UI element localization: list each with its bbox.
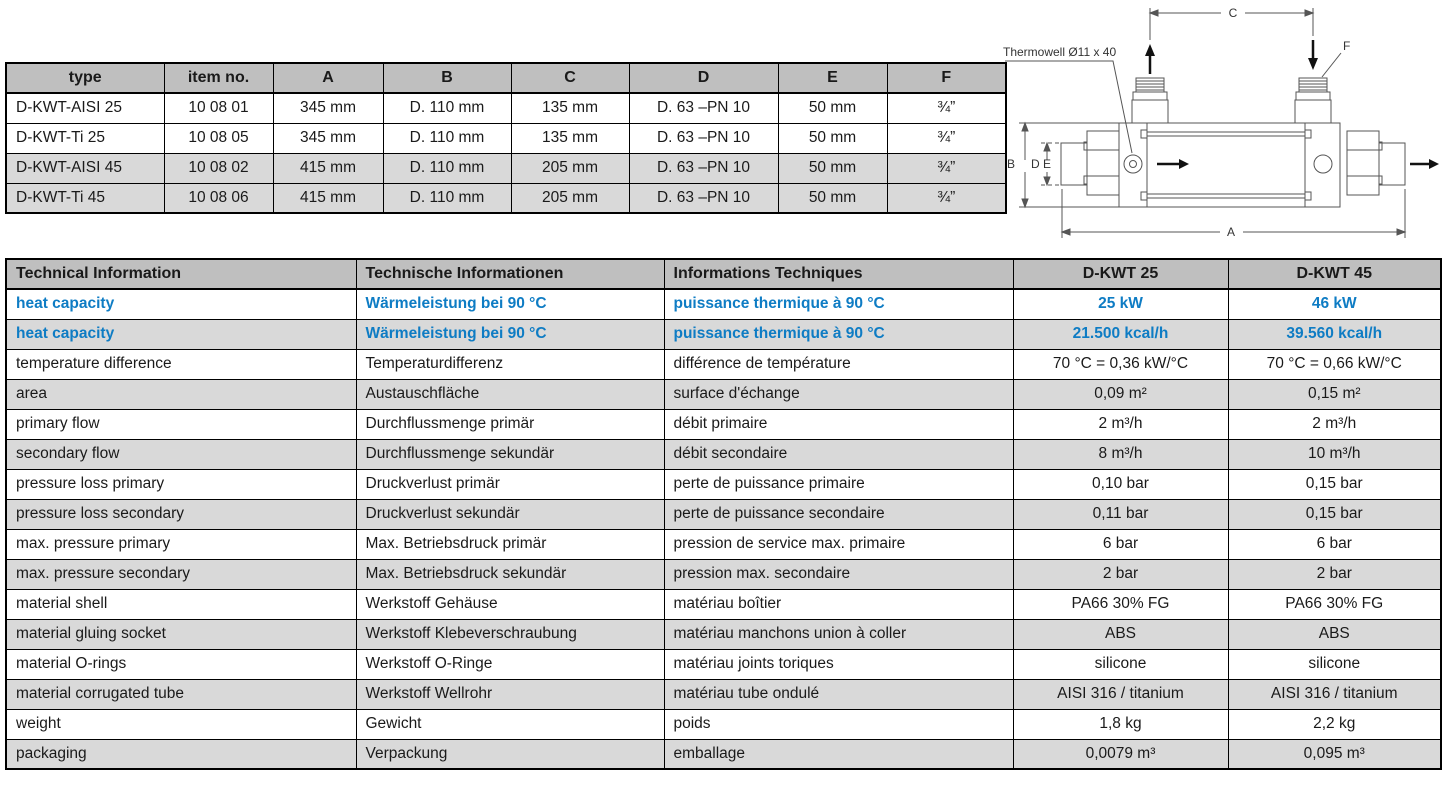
table-cell: puissance thermique à 90 °C	[664, 319, 1013, 349]
table-cell: Temperaturdifferenz	[356, 349, 664, 379]
table-row	[6, 183, 1006, 213]
table-cell: 50 mm	[778, 93, 887, 123]
table-cell: 0,11 bar	[1013, 499, 1228, 529]
table-row	[6, 349, 1441, 379]
table-cell: 415 mm	[273, 153, 383, 183]
tie-rod-bolt	[1305, 192, 1311, 200]
flow-arrowhead-down	[1308, 58, 1318, 70]
table-cell: Werkstoff Gehäuse	[356, 589, 664, 619]
table-cell: 21.500 kcal/h	[1013, 319, 1228, 349]
dimensions-table-header	[6, 63, 1006, 93]
table-cell: max. pressure primary	[6, 529, 356, 559]
table-cell: Durchflussmenge primär	[356, 409, 664, 439]
table-cell: 50 mm	[778, 123, 887, 153]
table-cell: 0,15 bar	[1228, 499, 1441, 529]
table-cell: ¾”	[887, 183, 1006, 213]
table-cell: Gewicht	[356, 709, 664, 739]
table-cell: 10 08 02	[164, 153, 273, 183]
table-cell: 0,09 m²	[1013, 379, 1228, 409]
table-cell: Durchflussmenge sekundär	[356, 439, 664, 469]
table-cell: Max. Betriebsdruck primär	[356, 529, 664, 559]
table-cell: 8 m³/h	[1013, 439, 1228, 469]
thread-hatching	[1136, 81, 1164, 90]
table-cell: 25 kW	[1013, 289, 1228, 319]
table-cell: D-KWT-Ti 25	[6, 123, 164, 153]
table-cell: débit secondaire	[664, 439, 1013, 469]
table-cell: D. 110 mm	[383, 153, 511, 183]
table-cell: Austauschfläche	[356, 379, 664, 409]
table-row	[6, 439, 1441, 469]
table-cell: poids	[664, 709, 1013, 739]
column-header-technical-information: Technical Information	[6, 259, 356, 289]
column-header-technische-informationen: Technische Informationen	[356, 259, 664, 289]
table-cell: D. 110 mm	[383, 123, 511, 153]
table-cell: Werkstoff Wellrohr	[356, 679, 664, 709]
table-cell: ABS	[1013, 619, 1228, 649]
table-cell: Werkstoff Klebeverschraubung	[356, 619, 664, 649]
nut-facets	[1347, 150, 1379, 176]
table-cell: matériau manchons union à coller	[664, 619, 1013, 649]
flow-arrowhead-right	[1429, 159, 1439, 169]
table-cell: 50 mm	[778, 153, 887, 183]
table-cell: PA66 30% FG	[1013, 589, 1228, 619]
table-cell: material O-rings	[6, 649, 356, 679]
technical-table	[5, 258, 1442, 770]
table-cell: temperature difference	[6, 349, 356, 379]
table-cell: emballage	[664, 739, 1013, 769]
table-cell: pressure loss primary	[6, 469, 356, 499]
table-cell: PA66 30% FG	[1228, 589, 1441, 619]
table-cell: packaging	[6, 739, 356, 769]
table-cell: Wärmeleistung bei 90 °C	[356, 319, 664, 349]
f-leader-line	[1322, 53, 1341, 77]
table-cell: silicone	[1228, 649, 1441, 679]
table-cell: différence de température	[664, 349, 1013, 379]
table-cell: puissance thermique à 90 °C	[664, 289, 1013, 319]
table-cell: 2 bar	[1013, 559, 1228, 589]
thermowell-boss	[1124, 155, 1142, 173]
table-cell: pression de service max. primaire	[664, 529, 1013, 559]
table-cell: perte de puissance secondaire	[664, 499, 1013, 529]
right-pipe-stub	[1379, 143, 1405, 185]
arrowhead	[1022, 123, 1028, 131]
table-row	[6, 619, 1441, 649]
left-union-nut	[1087, 131, 1119, 195]
tie-rod-bolt	[1141, 130, 1147, 138]
right-connector-body	[1295, 100, 1331, 123]
technical-table-header	[6, 259, 1441, 289]
table-cell: material shell	[6, 589, 356, 619]
table-row	[6, 409, 1441, 439]
table-row	[6, 649, 1441, 679]
table-cell: 1,8 kg	[1013, 709, 1228, 739]
table-cell: 2 bar	[1228, 559, 1441, 589]
table-cell: pression max. secondaire	[664, 559, 1013, 589]
table-cell: 0,10 bar	[1013, 469, 1228, 499]
left-pipe-stub	[1061, 143, 1087, 185]
table-cell: 70 °C = 0,36 kW/°C	[1013, 349, 1228, 379]
table-cell: 46 kW	[1228, 289, 1441, 319]
arrowhead	[1150, 10, 1158, 16]
table-row	[6, 559, 1441, 589]
table-cell: D. 63 –PN 10	[629, 153, 778, 183]
left-connector-neck	[1133, 92, 1167, 100]
thermowell-bore	[1130, 161, 1137, 168]
column-header-d-kwt-25: D-KWT 25	[1013, 259, 1228, 289]
table-row	[6, 739, 1441, 769]
dim-label-a: A	[1226, 225, 1236, 239]
arrowhead	[1062, 229, 1070, 235]
table-cell: AISI 316 / titanium	[1013, 679, 1228, 709]
table-cell: Verpackung	[356, 739, 664, 769]
table-row	[6, 289, 1441, 319]
table-cell: 2,2 kg	[1228, 709, 1441, 739]
table-cell: D-KWT-AISI 45	[6, 153, 164, 183]
table-row	[6, 709, 1441, 739]
table-cell: 10 08 01	[164, 93, 273, 123]
column-header-a: A	[273, 63, 383, 93]
table-row	[6, 379, 1441, 409]
table-cell: D. 110 mm	[383, 93, 511, 123]
thermowell-leader-line	[1005, 61, 1132, 153]
column-header-f: F	[887, 63, 1006, 93]
table-cell: matériau tube ondulé	[664, 679, 1013, 709]
table-cell: 0,0079 m³	[1013, 739, 1228, 769]
table-row	[6, 93, 1006, 123]
technical-table-body	[6, 289, 1441, 769]
column-header-e: E	[778, 63, 887, 93]
table-cell: D. 110 mm	[383, 183, 511, 213]
right-union-nut	[1347, 131, 1379, 195]
table-cell: perte de puissance primaire	[664, 469, 1013, 499]
table-cell: 0,15 bar	[1228, 469, 1441, 499]
table-cell: area	[6, 379, 356, 409]
column-header-type: type	[6, 63, 164, 93]
table-cell: D. 63 –PN 10	[629, 93, 778, 123]
table-row	[6, 679, 1441, 709]
thread-hatching	[1299, 81, 1327, 90]
column-header-c: C	[511, 63, 629, 93]
table-row	[6, 319, 1441, 349]
header-row	[6, 63, 1006, 93]
table-cell: secondary flow	[6, 439, 356, 469]
thermowell-label: Thermowell Ø11 x 40	[1003, 45, 1117, 59]
table-cell: 345 mm	[273, 123, 383, 153]
table-cell: 0,095 m³	[1228, 739, 1441, 769]
table-cell: heat capacity	[6, 289, 356, 319]
arrowhead	[1397, 229, 1405, 235]
table-cell: D-KWT-AISI 25	[6, 93, 164, 123]
table-cell: 205 mm	[511, 183, 629, 213]
column-header-d: D	[629, 63, 778, 93]
dimensions-table-body	[6, 93, 1006, 213]
table-cell: material corrugated tube	[6, 679, 356, 709]
table-cell: 6 bar	[1013, 529, 1228, 559]
table-cell: Max. Betriebsdruck sekundär	[356, 559, 664, 589]
table-cell: 50 mm	[778, 183, 887, 213]
table-cell: D-KWT-Ti 45	[6, 183, 164, 213]
table-cell: weight	[6, 709, 356, 739]
column-header-informations-techniques: Informations Techniques	[664, 259, 1013, 289]
right-boss	[1314, 155, 1332, 173]
table-cell: 205 mm	[511, 153, 629, 183]
table-cell: 135 mm	[511, 123, 629, 153]
dim-label-f: F	[1343, 39, 1351, 53]
table-cell: 415 mm	[273, 183, 383, 213]
table-cell: Wärmeleistung bei 90 °C	[356, 289, 664, 319]
tie-rod-bolt	[1305, 130, 1311, 138]
table-cell: AISI 316 / titanium	[1228, 679, 1441, 709]
dim-label-c: C	[1228, 6, 1238, 20]
table-cell: pressure loss secondary	[6, 499, 356, 529]
table-row	[6, 123, 1006, 153]
table-cell: D. 63 –PN 10	[629, 123, 778, 153]
arrowhead	[1022, 199, 1028, 207]
table-cell: ¾”	[887, 93, 1006, 123]
table-cell: max. pressure secondary	[6, 559, 356, 589]
table-cell: D. 63 –PN 10	[629, 183, 778, 213]
table-row	[6, 153, 1006, 183]
flow-arrowhead-up	[1145, 44, 1155, 56]
table-cell: 2 m³/h	[1228, 409, 1441, 439]
table-cell: ¾”	[887, 153, 1006, 183]
table-cell: Druckverlust primär	[356, 469, 664, 499]
table-cell: 345 mm	[273, 93, 383, 123]
left-connector-body	[1132, 100, 1168, 123]
table-cell: 10 08 05	[164, 123, 273, 153]
table-cell: primary flow	[6, 409, 356, 439]
heat-exchanger-diagram	[995, 0, 1445, 252]
column-header-b: B	[383, 63, 511, 93]
table-cell: ABS	[1228, 619, 1441, 649]
table-cell: 6 bar	[1228, 529, 1441, 559]
table-cell: heat capacity	[6, 319, 356, 349]
flow-arrowhead-right	[1179, 159, 1189, 169]
table-cell: surface d'échange	[664, 379, 1013, 409]
table-cell: matériau joints toriques	[664, 649, 1013, 679]
table-cell: matériau boîtier	[664, 589, 1013, 619]
dim-label-de: D E	[1031, 157, 1052, 171]
table-cell: 2 m³/h	[1013, 409, 1228, 439]
table-cell: Werkstoff O-Ringe	[356, 649, 664, 679]
table-cell: 10 08 06	[164, 183, 273, 213]
tie-rod-bolt	[1141, 192, 1147, 200]
right-connector-neck	[1296, 92, 1330, 100]
table-cell: Druckverlust sekundär	[356, 499, 664, 529]
dim-label-b: B	[1007, 157, 1016, 171]
dimensions-table	[5, 62, 1007, 214]
table-cell: 10 m³/h	[1228, 439, 1441, 469]
table-cell: débit primaire	[664, 409, 1013, 439]
table-row	[6, 499, 1441, 529]
arrowhead	[1044, 143, 1050, 151]
column-header-item-no: item no.	[164, 63, 273, 93]
table-row	[6, 589, 1441, 619]
table-cell: 39.560 kcal/h	[1228, 319, 1441, 349]
arrowhead	[1305, 10, 1313, 16]
table-cell: material gluing socket	[6, 619, 356, 649]
table-cell: ¾”	[887, 123, 1006, 153]
table-cell: 0,15 m²	[1228, 379, 1441, 409]
table-cell: 135 mm	[511, 93, 629, 123]
table-row	[6, 469, 1441, 499]
header-row	[6, 259, 1441, 289]
nut-facets	[1087, 150, 1119, 176]
arrowhead	[1044, 177, 1050, 185]
diagram-svg	[995, 0, 1445, 252]
table-cell: 70 °C = 0,66 kW/°C	[1228, 349, 1441, 379]
column-header-d-kwt-45: D-KWT 45	[1228, 259, 1441, 289]
table-cell: silicone	[1013, 649, 1228, 679]
table-row	[6, 529, 1441, 559]
